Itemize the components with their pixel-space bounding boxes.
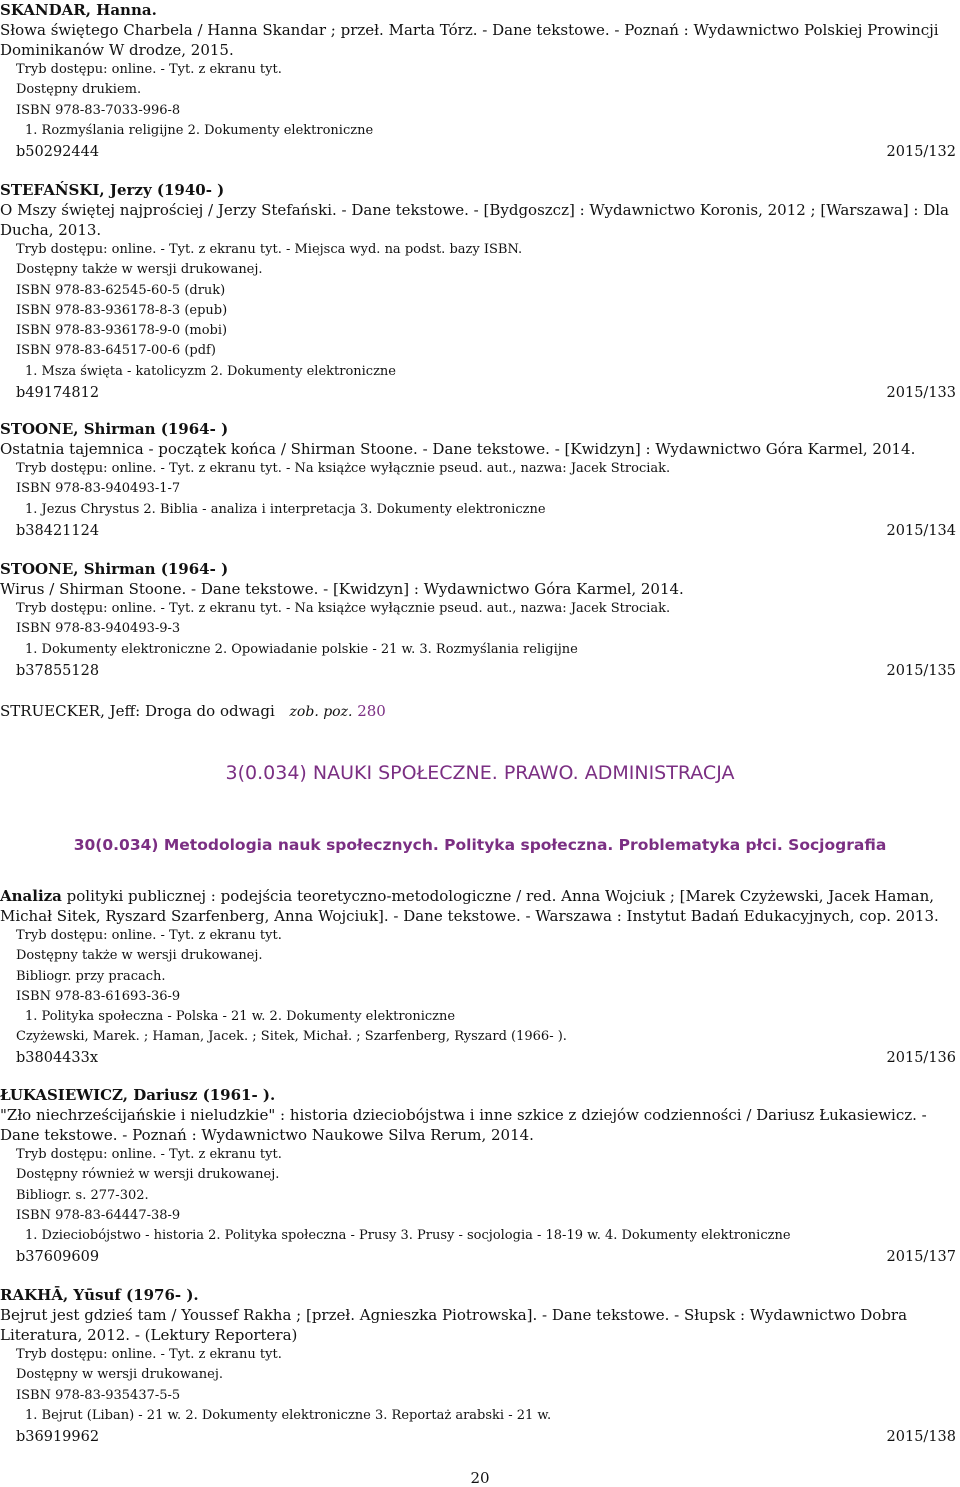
entry-meta: ISBN 978-83-64517-00-6 (pdf) [16,343,216,359]
entry-number: 2015/132 [886,143,956,160]
entry-subjects: 1. Msza święta - katolicyzm 2. Dokumenty elektroniczne [25,363,397,379]
record-id: b50292444 [16,143,100,160]
entry-subjects: 1. Polityka społeczna - Polska - 21 w. 2. Dokumenty elektroniczne [25,1009,456,1025]
entry-footer [16,661,956,681]
catalog-entry [0,180,956,403]
entry-footer [16,1427,956,1447]
entry-number: 2015/137 [886,1249,956,1266]
entry-meta: Dostępny również w wersji drukowanej. [16,1167,280,1183]
entry-meta: Tryb dostępu: online. - Tyt. z ekranu tyt. - Miejsca wyd. na podst. bazy ISBN. [16,242,523,257]
entry-description: O Mszy świętej najprościej / Jerzy Stefański. - Dane tekstowe. - [Bydgoszcz] : Wydawnictwo Koronis, 2012 ; [Warszawa] : Dla Ducha, 2013. [0,201,949,239]
catalog-entry [0,0,956,162]
record-id: b36919962 [16,1428,100,1445]
entry-meta: ISBN 978-83-940493-1-7 [16,481,181,497]
section-heading: 3(0.034) NAUKI SPOŁECZNE. PRAWO. ADMINISTRACJA [225,762,735,784]
entry-meta: Bibliogr. przy pracach. [16,968,166,984]
entry-heading: ŁUKASIEWICZ, Dariusz (1961- ). [0,1086,276,1104]
entry-meta: Dostępny w wersji drukowanej. [16,1367,224,1383]
entry-meta: Tryb dostępu: online. - Tyt. z ekranu tyt. [16,1147,282,1162]
entry-meta: Tryb dostępu: online. - Tyt. z ekranu tyt. [16,1347,282,1362]
entry-meta: ISBN 978-83-64447-38-9 [16,1207,181,1223]
entry-heading: STOONE, Shirman (1964- ) [0,420,229,438]
entry-subjects: 1. Rozmyślania religijne 2. Dokumenty elektroniczne [25,122,374,138]
entry-meta: Tryb dostępu: online. - Tyt. z ekranu tyt. - Na książce wyłącznie pseud. aut., nazwa: Jacek Strociak. [16,461,671,476]
entry-description: "Zło niechrześcijańskie i nieludzkie" : historia dzieciobójstwa i inne szkice z dziejów codzienności / Dariusz Łukasiewicz. - Dane tekstowe. - Poznań : Wydawnictwo Naukowe Silva Rerum, 2014. [0,1106,927,1144]
entry-heading: RAKHĀ, Yūsuf (1976- ). [0,1286,199,1304]
entry-footer [16,142,956,162]
entry-meta: ISBN 978-83-62545-60-5 (druk) [16,282,226,298]
subsection-heading: 30(0.034) Metodologia nauk społecznych. Polityka społeczna. Problematyka płci. Socjografia [73,836,887,854]
entry-footer [16,383,956,403]
entry-contributors: Czyżewski, Marek. ; Haman, Jacek. ; Sitek, Michał. ; Szarfenberg, Ryszard (1966- ). [16,1029,567,1045]
entry-footer [16,521,956,541]
entry-heading: STEFAŃSKI, Jerzy (1940- ) [0,181,225,199]
entry-meta: ISBN 978-83-935437-5-5 [16,1387,181,1403]
entry-number: 2015/134 [886,522,956,539]
record-id: b49174812 [16,384,100,401]
entry-heading: STOONE, Shirman (1964- ) [0,560,229,578]
catalog-entry [0,1285,956,1447]
entry-footer [16,1247,956,1267]
entry-description: Słowa świętego Charbela / Hanna Skandar ; przeł. Marta Tórz. - Dane tekstowe. - Poznań : Wydawnictwo Polskiej Prowincji Dominikanów W drodze, 2015. [0,21,939,59]
entry-number: 2015/138 [886,1428,956,1445]
page-number: 20 [470,1469,490,1487]
record-id: b37609609 [16,1249,100,1266]
entry-heading: SKANDAR, Hanna. [0,1,157,19]
entry-meta: Tryb dostępu: online. - Tyt. z ekranu tyt. [16,62,282,77]
catalog-entry [0,886,956,1068]
record-id: b3804433x [16,1050,99,1067]
entry-description: Ostatnia tajemnica - początek końca / Shirman Stoone. - Dane tekstowe. - [Kwidzyn] : Wydawnictwo Góra Karmel, 2014. [0,440,916,458]
crossref-label: zob. poz. [289,704,353,720]
entry-meta: Dostępny także w wersji drukowanej. [16,262,263,278]
entry-meta: Bibliogr. s. 277-302. [16,1187,149,1203]
entry-meta: ISBN 978-83-61693-36-9 [16,988,181,1004]
entry-lead-word: Analiza [0,887,62,905]
entry-meta: ISBN 978-83-7033-996-8 [16,102,181,118]
entry-description: Wirus / Shirman Stoone. - Dane tekstowe. - [Kwidzyn] : Wydawnictwo Góra Karmel, 2014. [0,580,684,598]
entry-subjects: 1. Bejrut (Liban) - 21 w. 2. Dokumenty elektroniczne 3. Reportaż arabski - 21 w. [25,1407,552,1423]
entry-meta: ISBN 978-83-936178-8-3 (epub) [16,302,228,318]
catalog-entry [0,419,956,541]
entry-meta: Dostępny drukiem. [16,82,142,98]
crossref-text: STRUECKER, Jeff: Droga do odwagi [0,702,275,720]
entry-meta: ISBN 978-83-936178-9-0 (mobi) [16,323,228,339]
entry-number: 2015/136 [886,1050,956,1067]
cross-reference [0,701,956,722]
entry-meta: Tryb dostępu: online. - Tyt. z ekranu tyt. [16,928,282,943]
record-id: b37855128 [16,662,100,679]
entry-meta: ISBN 978-83-940493-9-3 [16,621,181,637]
entry-number: 2015/135 [886,662,956,679]
entry-subjects: 1. Dokumenty elektroniczne 2. Opowiadanie polskie - 21 w. 3. Rozmyślania religijne [25,641,578,657]
entry-meta: Dostępny także w wersji drukowanej. [16,948,263,964]
crossref-position-link[interactable]: 280 [357,702,386,720]
entry-description: Bejrut jest gdzieś tam / Youssef Rakha ; [przeł. Agnieszka Piotrowska]. - Dane tekstowe. - Słupsk : Wydawnictwo Dobra Literatura, 2012. - (Lektury Reportera) [0,1306,908,1344]
entry-footer [16,1048,956,1068]
record-id: b38421124 [16,522,100,539]
catalog-entry [0,1085,956,1267]
entry-subjects: 1. Jezus Chrystus 2. Biblia - analiza i interpretacja 3. Dokumenty elektroniczne [25,501,546,517]
entry-number: 2015/133 [886,384,956,401]
entry-description: Analiza polityki publicznej : podejścia teoretyczno-metodologiczne / red. Anna Wojciuk ; [Marek Czyżewski, Jacek Haman, Michał Sitek, Ryszard Szarfenberg, Anna Wojciuk]. - Dane tekstowe. - Warszawa : Instytut Badań Edukacyjnych, cop. 2013. [0,887,939,925]
entry-subjects: 1. Dzieciobójstwo - historia 2. Polityka społeczna - Prusy 3. Prusy - socjologia - 18-19 w. 4. Dokumenty elektroniczne [25,1228,791,1244]
catalog-entry [0,559,956,681]
entry-meta: Tryb dostępu: online. - Tyt. z ekranu tyt. - Na książce wyłącznie pseud. aut., nazwa: Jacek Strociak. [16,601,671,616]
